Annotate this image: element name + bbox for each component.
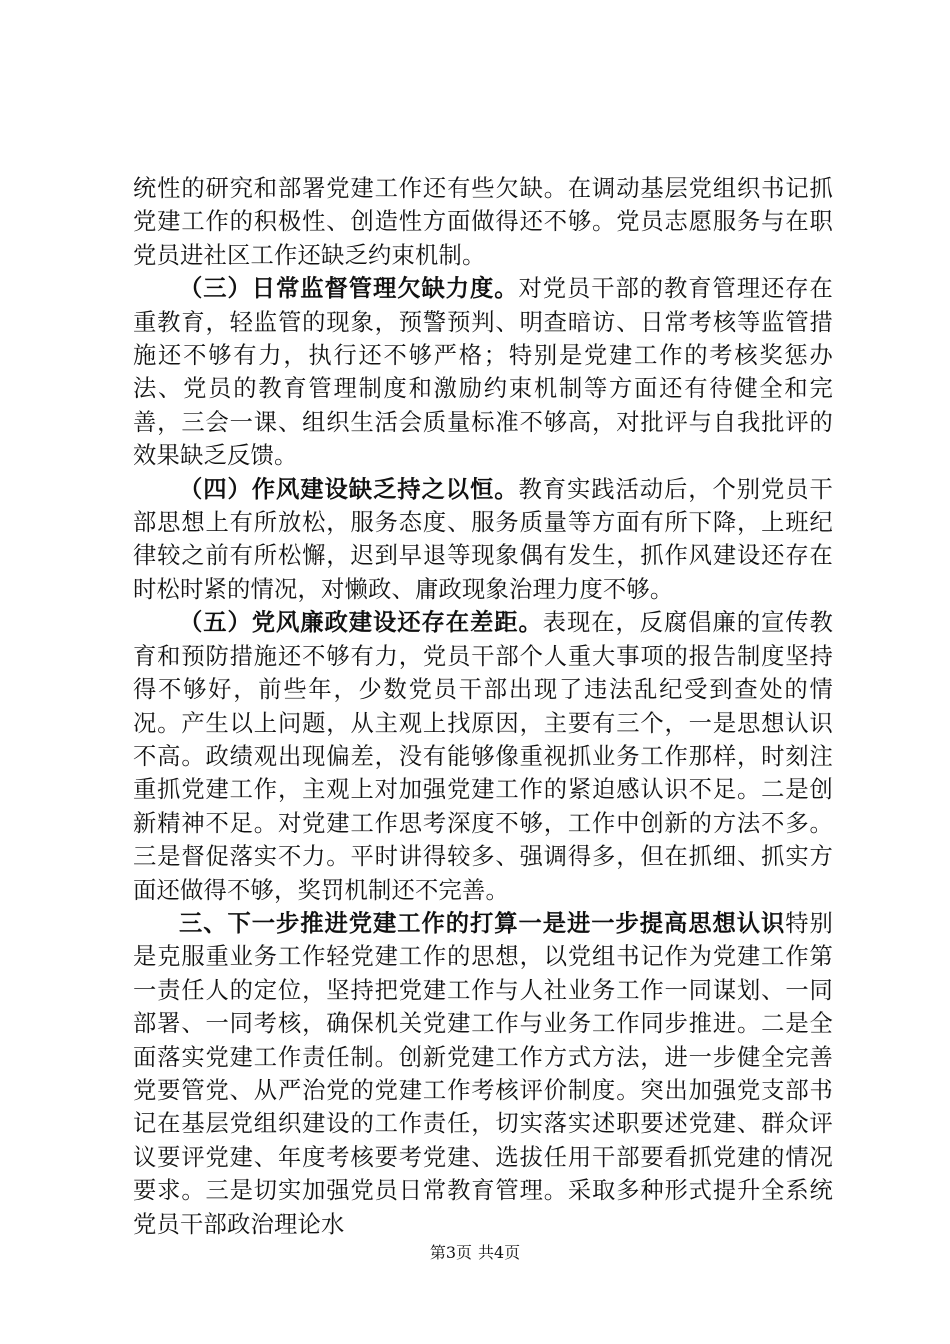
page-footer — [0, 1243, 950, 1263]
paragraph-section-5 — [133, 606, 833, 907]
paragraph-text: 特别是克服重业务工作轻党建工作的思想，以党组书记作为党建工作第一责任人的定位，坚持把党建工作与人社业务工作一同谋划、一同部署、一同考核，确保机关党建工作与业务工作同步推进。二是全面落实党建工作责任制。创新党建工作方式方法，进一步健全完善党要管党、从严治党的党建工作考核评价制度。突出加强党支部书记在基层党组织建设的工作责任，切实落实述职要述党建、群众评议要评党建、年度考核要考党建、选拔任用干部要看抓党建的情况要求。三是切实加强党员日常教育管理。采取多种形式提升全系统党员干部政治理论水 — [133, 909, 833, 1238]
paragraph-section-3 — [133, 272, 833, 472]
section-heading: 三、下一步推进党建工作的打算一是进一步提高思想认识 — [179, 909, 786, 937]
paragraph-text: 教育实践活动后，个别党员干部思想上有所放松，服务态度、服务质量等方面有所下降，上班纪律较之前有所松懈，迟到早退等现象偶有发生，抓作风建设还存在时松时紧的情况，对懒政、庸政现象治理力度不够。 — [133, 475, 833, 603]
paragraph-text: 统性的研究和部署党建工作还有些欠缺。在调动基层党组织书记抓党建工作的积极性、创造性方面做得还不够。党员志愿服务与在职党员进社区工作还缺乏约束机制。 — [133, 175, 833, 269]
page-number: 第3页 — [429, 1243, 472, 1262]
section-heading: （四）作风建设缺乏持之以恒。 — [179, 475, 519, 503]
section-heading: （三）日常监督管理欠缺力度。 — [179, 275, 519, 303]
paragraph-text: 对党员干部的教育管理还存在重教育，轻监管的现象，预警预判、明查暗访、日常考核等监管措施还不够有力，执行还不够严格；特别是党建工作的考核奖惩办法、党员的教育管理制度和激励约束机制等方面还有待健全和完善，三会一课、组织生活会质量标准不够高，对批评与自我批评的效果缺乏反馈。 — [133, 275, 833, 470]
section-heading: （五）党风廉政建设还存在差距。 — [179, 609, 543, 637]
page-total: 共4页 — [478, 1243, 521, 1262]
paragraph-continuation — [133, 172, 833, 272]
document-body — [133, 172, 833, 1241]
paragraph-next-steps — [133, 907, 833, 1241]
paragraph-section-4 — [133, 473, 833, 607]
paragraph-text: 表现在，反腐倡廉的宣传教育和预防措施还不够有力，党员干部个人重大事项的报告制度坚持得不够好，前些年，少数党员干部出现了违法乱纪受到查处的情况。产生以上问题，从主观上找原因，主要有三个，一是思想认识不高。政绩观出现偏差，没有能够像重视抓业务工作那样，时刻注重抓党建工作，主观上对加强党建工作的紧迫感认识不足。二是创新精神不足。对党建工作思考深度不够，工作中创新的方法不多。三是督促落实不力。平时讲得较多、强调得多，但在抓细、抓实方面还做得不够，奖罚机制还不完善。 — [133, 609, 833, 904]
